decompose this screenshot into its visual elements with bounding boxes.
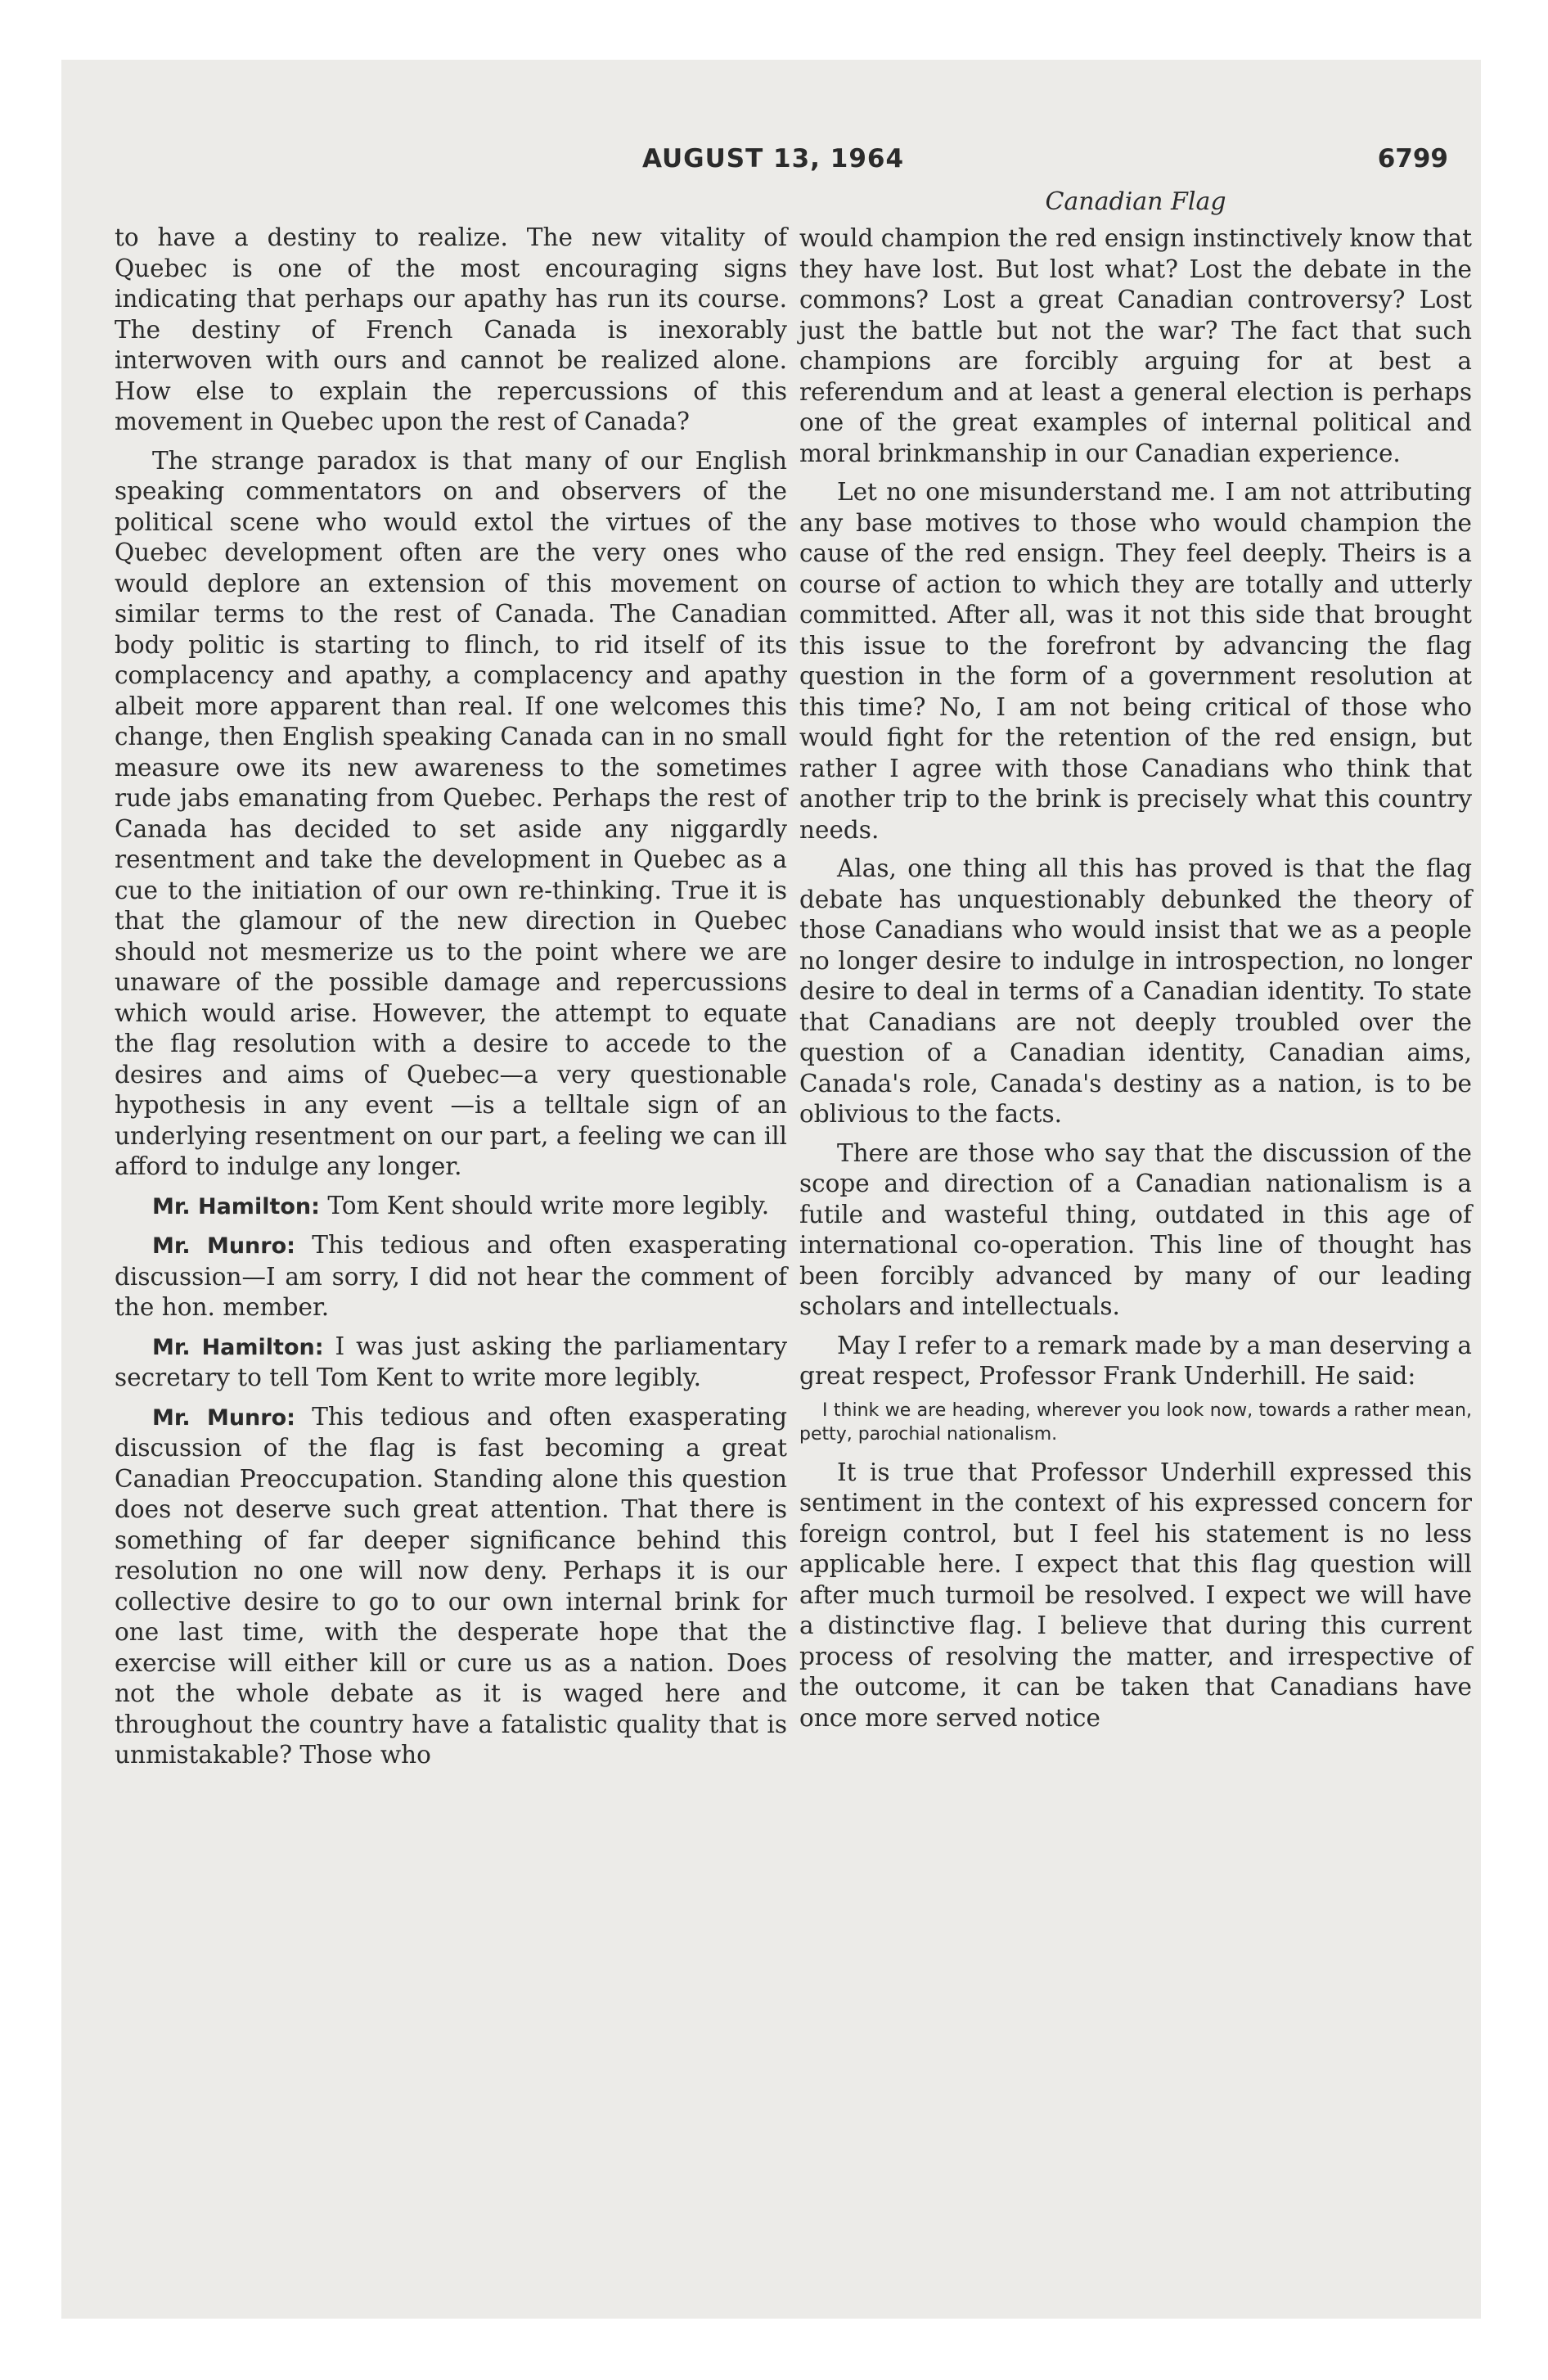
- header-date: AUGUST 13, 1964: [641, 144, 905, 174]
- paragraph: would champion the red ensign instinctively know that they have lost. But lost what? Lost the debate in the commons? Lost a great Canadian controversy? Lost just the battle but not the war? The fact that such champions are forcibly arguing for at best a referendum and at least a general election is perhaps one of the great examples of internal political and moral brinkmanship in our Canadian experience.: [799, 224, 1472, 467]
- speech-text: This tedious and often exasperating discussion of the flag is fast becoming a great Canadian Preoccupation. Standing alone this question does not deserve such great attention. That there is something of far deeper significance behind this resolution no one will now deny. Perhaps it is our collective desire to go to our own internal brink for one last time, with the desperate hope that the exercise will either kill or cure us as a nation. Does not the whole debate as it is waged here and throughout the country have a fatalistic quality that is unmistakable? Those who: [115, 1402, 788, 1769]
- header-page-number: 6799: [1377, 144, 1448, 174]
- speech-text: This tedious and often exasperating discussion—I am sorry, I did not hear the comment of the hon. member.: [115, 1231, 788, 1321]
- speech: [115, 1332, 787, 1394]
- paragraph: Let no one misunderstand me. I am not attributing any base motives to those who would champion the cause of the red ensign. They feel deeply. Theirs is a course of action to which they are totally and utterly committed. After all, was it not this side that brought this issue to the forefront by advancing the flag question in the form of a government resolution at this time? No, I am not being critical of those who would fight for the retention of the red ensign, but rather I agree with those Canadians who think that another trip to the brink is precisely what this country needs.: [799, 478, 1472, 844]
- speaker-name: Mr. Munro:: [152, 1233, 295, 1259]
- paragraph: May I refer to a remark made by a man deserving a great respect, Professor Frank Underhill. He said:: [799, 1331, 1472, 1390]
- speech: [115, 1402, 787, 1771]
- paragraph: to have a destiny to realize. The new vitality of Quebec is one of the most encouraging signs indicating that perhaps our apathy has run its course. The destiny of French Canada is inexorably interwoven with ours and cannot be realized alone. How else to explain the repercussions of this movement in Quebec upon the rest of Canada?: [115, 223, 787, 435]
- speaker-name: Mr. Munro:: [152, 1404, 295, 1431]
- speech-text: Tom Kent should write more legibly.: [319, 1191, 770, 1219]
- speaker-name: Mr. Hamilton:: [152, 1193, 320, 1219]
- speech: [115, 1230, 787, 1323]
- running-title: Canadian Flag: [1045, 187, 1226, 216]
- paragraph: Alas, one thing all this has proved is that the flag debate has unquestionably debunked the theory of those Canadians who would insist that we as a people no longer desire to indulge in introspection, no longer desire to deal in terms of a Canadian identity. To state that Canadians are not deeply troubled over the question of a Canadian identity, Canadian aims, Canada's role, Canada's destiny as a nation, is to be oblivious to the facts.: [799, 854, 1472, 1128]
- paragraph: The strange paradox is that many of our English speaking commentators on and observers of the political scene who would extol the virtues of the Quebec development often are the very ones who would deplore an extension of this movement on similar terms to the rest of Canada. The Canadian body politic is starting to flinch, to rid itself of its complacency and apathy, a complacency and apathy albeit more apparent than real. If one welcomes this change, then English speaking Canada can in no small measure owe its new awareness to the sometimes rude jabs emanating from Quebec. Perhaps the rest of Canada has decided to set aside any niggardly resentment and take the development in Quebec as a cue to the initiation of our own re-thinking. True it is that the glamour of the new direction in Quebec should not mesmerize us to the point where we are unaware of the possible damage and repercussions which would arise. However, the attempt to equate the flag resolution with a desire to accede to the desires and aims of Quebec—a very questionable hypothesis in any event —is a telltale sign of an underlying resentment on our part, a feeling we can ill afford to indulge any longer.: [115, 446, 787, 1180]
- speaker-name: Mr. Hamilton:: [152, 1334, 324, 1360]
- paragraph: It is true that Professor Underhill expressed this sentiment in the context of his expressed concern for foreign control, but I feel his statement is no less applicable here. I expect that this flag question will after much turmoil be resolved. I expect we will have a distinctive flag. I believe that during this current process of resolving the matter, and irrespective of the outcome, it can be taken that Canadians have once more served notice: [799, 1458, 1472, 1732]
- speech: [115, 1191, 787, 1223]
- page-header: [98, 144, 1448, 185]
- right-column: [799, 184, 1472, 1740]
- left-column: [115, 223, 787, 1778]
- paragraph: There are those who say that the discussion of the scope and direction of a Canadian nationalism is a futile and wasteful thing, outdated in this age of international co-operation. This line of thought has been forcibly advanced by many of our leading scholars and intellectuals.: [799, 1138, 1472, 1320]
- block-quote: I think we are heading, wherever you look now, towards a rather mean, petty, parochial nationalism.: [799, 1400, 1472, 1445]
- speech-text: I was just asking the parliamentary secretary to tell Tom Kent to write more legibly.: [115, 1332, 787, 1391]
